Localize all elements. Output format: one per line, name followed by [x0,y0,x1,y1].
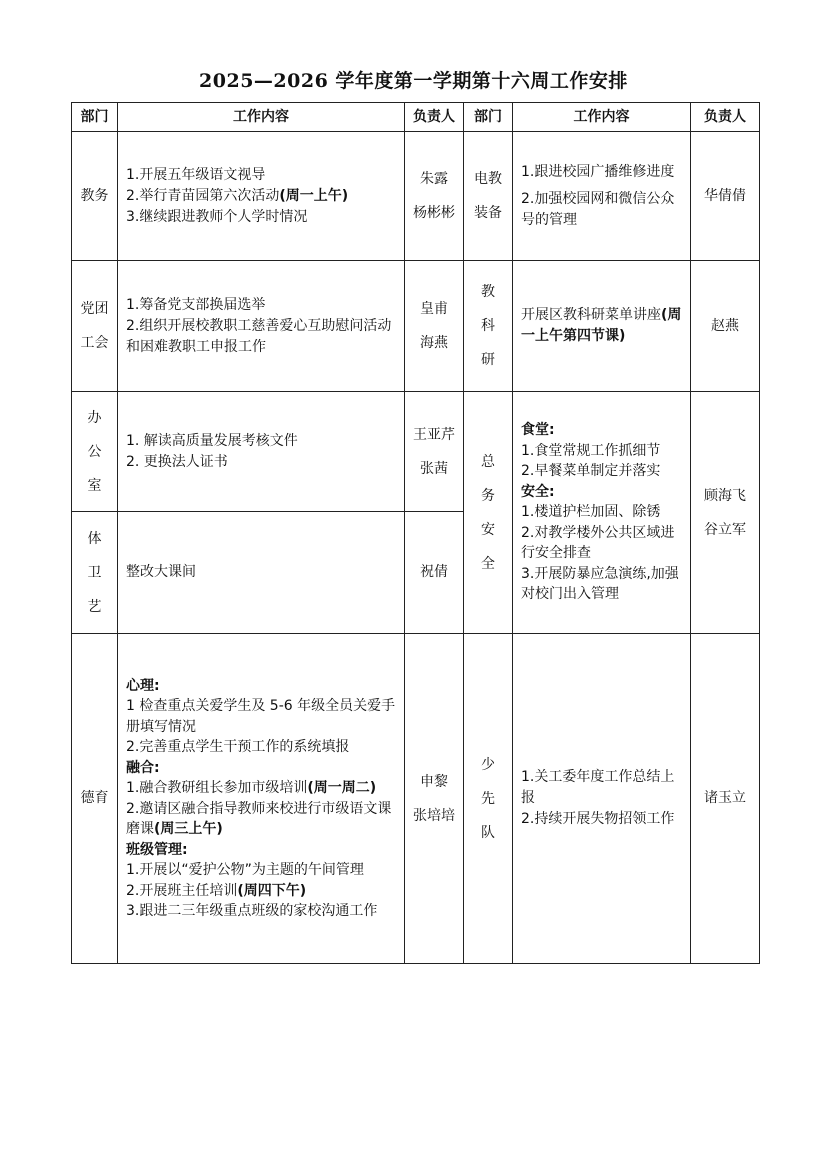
table-row [72,132,760,261]
header-row [72,103,760,132]
header-content-2: 工作内容 [513,103,691,132]
dept-jiaokeyan: 教 科 研 [464,261,513,392]
table-row [72,634,760,964]
table-row [72,261,760,392]
dept-zongwu: 总 务 安 全 [464,392,513,634]
content-deyu: 心理: 1 检查重点关爱学生及 5-6 年级全员关爱手册填写情况 2.完善重点学生干预工作的系统填报 融合: 1.融合教研组长参加市级培训(周一周二) 2.邀请区融合指导教师来校进行市级语文课磨课(周三上午) 班级管理: 1.开展以“爱护公物”为主题的午间管理 2.开展班主任培训(周四下午) 3.跟进二三年级重点班级的家校沟通工作 [118,634,405,964]
content-dianjiao: 1.跟进校园广播维修进度 2.加强校园网和微信公众号的管理 [513,132,691,261]
page-title: 2025—2026 学年度第一学期第十六周工作安排 [199,70,628,92]
content-dangtuan: 1.筹备党支部换届选举 2.组织开展校教职工慈善爱心互助慰问活动和困难教职工申报工作 [118,261,405,392]
schedule-table [71,102,760,964]
content-shaoxiandui: 1.关工委年度工作总结上报 2.持续开展失物招领工作 [513,634,691,964]
person-shaoxiandui: 诸玉立 [691,634,760,964]
content-bangongshi: 1. 解读高质量发展考核文件 2. 更换法人证书 [118,392,405,512]
person-bangongshi: 王亚芹 张茜 [405,392,464,512]
header-dept: 部门 [72,103,118,132]
dept-shaoxiandui: 少 先 队 [464,634,513,964]
dept-jiaowu: 教务 [72,132,118,261]
dept-tiweiyi: 体 卫 艺 [72,512,118,634]
dept-dianjiao: 电教 装备 [464,132,513,261]
person-zongwu: 顾海飞 谷立军 [691,392,760,634]
person-tiweiyi: 祝倩 [405,512,464,634]
header-person: 负责人 [405,103,464,132]
dept-deyu: 德育 [72,634,118,964]
person-jiaokeyan: 赵燕 [691,261,760,392]
person-dianjiao: 华倩倩 [691,132,760,261]
content-jiaokeyan: 开展区教科研菜单讲座(周一上午第四节课) [513,261,691,392]
dept-dangtuan: 党团 工会 [72,261,118,392]
header-dept-2: 部门 [464,103,513,132]
person-deyu: 申黎 张培培 [405,634,464,964]
header-person-2: 负责人 [691,103,760,132]
content-zongwu: 食堂: 1.食堂常规工作抓细节 2.早餐菜单制定并落实 安全: 1.楼道护栏加固、除锈 2.对教学楼外公共区域进行安全排查 3.开展防暴应急演练,加强对校门出入管理 [513,392,691,634]
person-dangtuan: 皇甫 海燕 [405,261,464,392]
person-jiaowu: 朱露 杨彬彬 [405,132,464,261]
content-tiweiyi: 整改大课间 [118,512,405,634]
table-row [72,392,760,512]
header-content: 工作内容 [118,103,405,132]
dept-bangongshi: 办 公 室 [72,392,118,512]
content-jiaowu: 1.开展五年级语文视导 2.举行青苗园第六次活动(周一上午) 3.继续跟进教师个人学时情况 [118,132,405,261]
